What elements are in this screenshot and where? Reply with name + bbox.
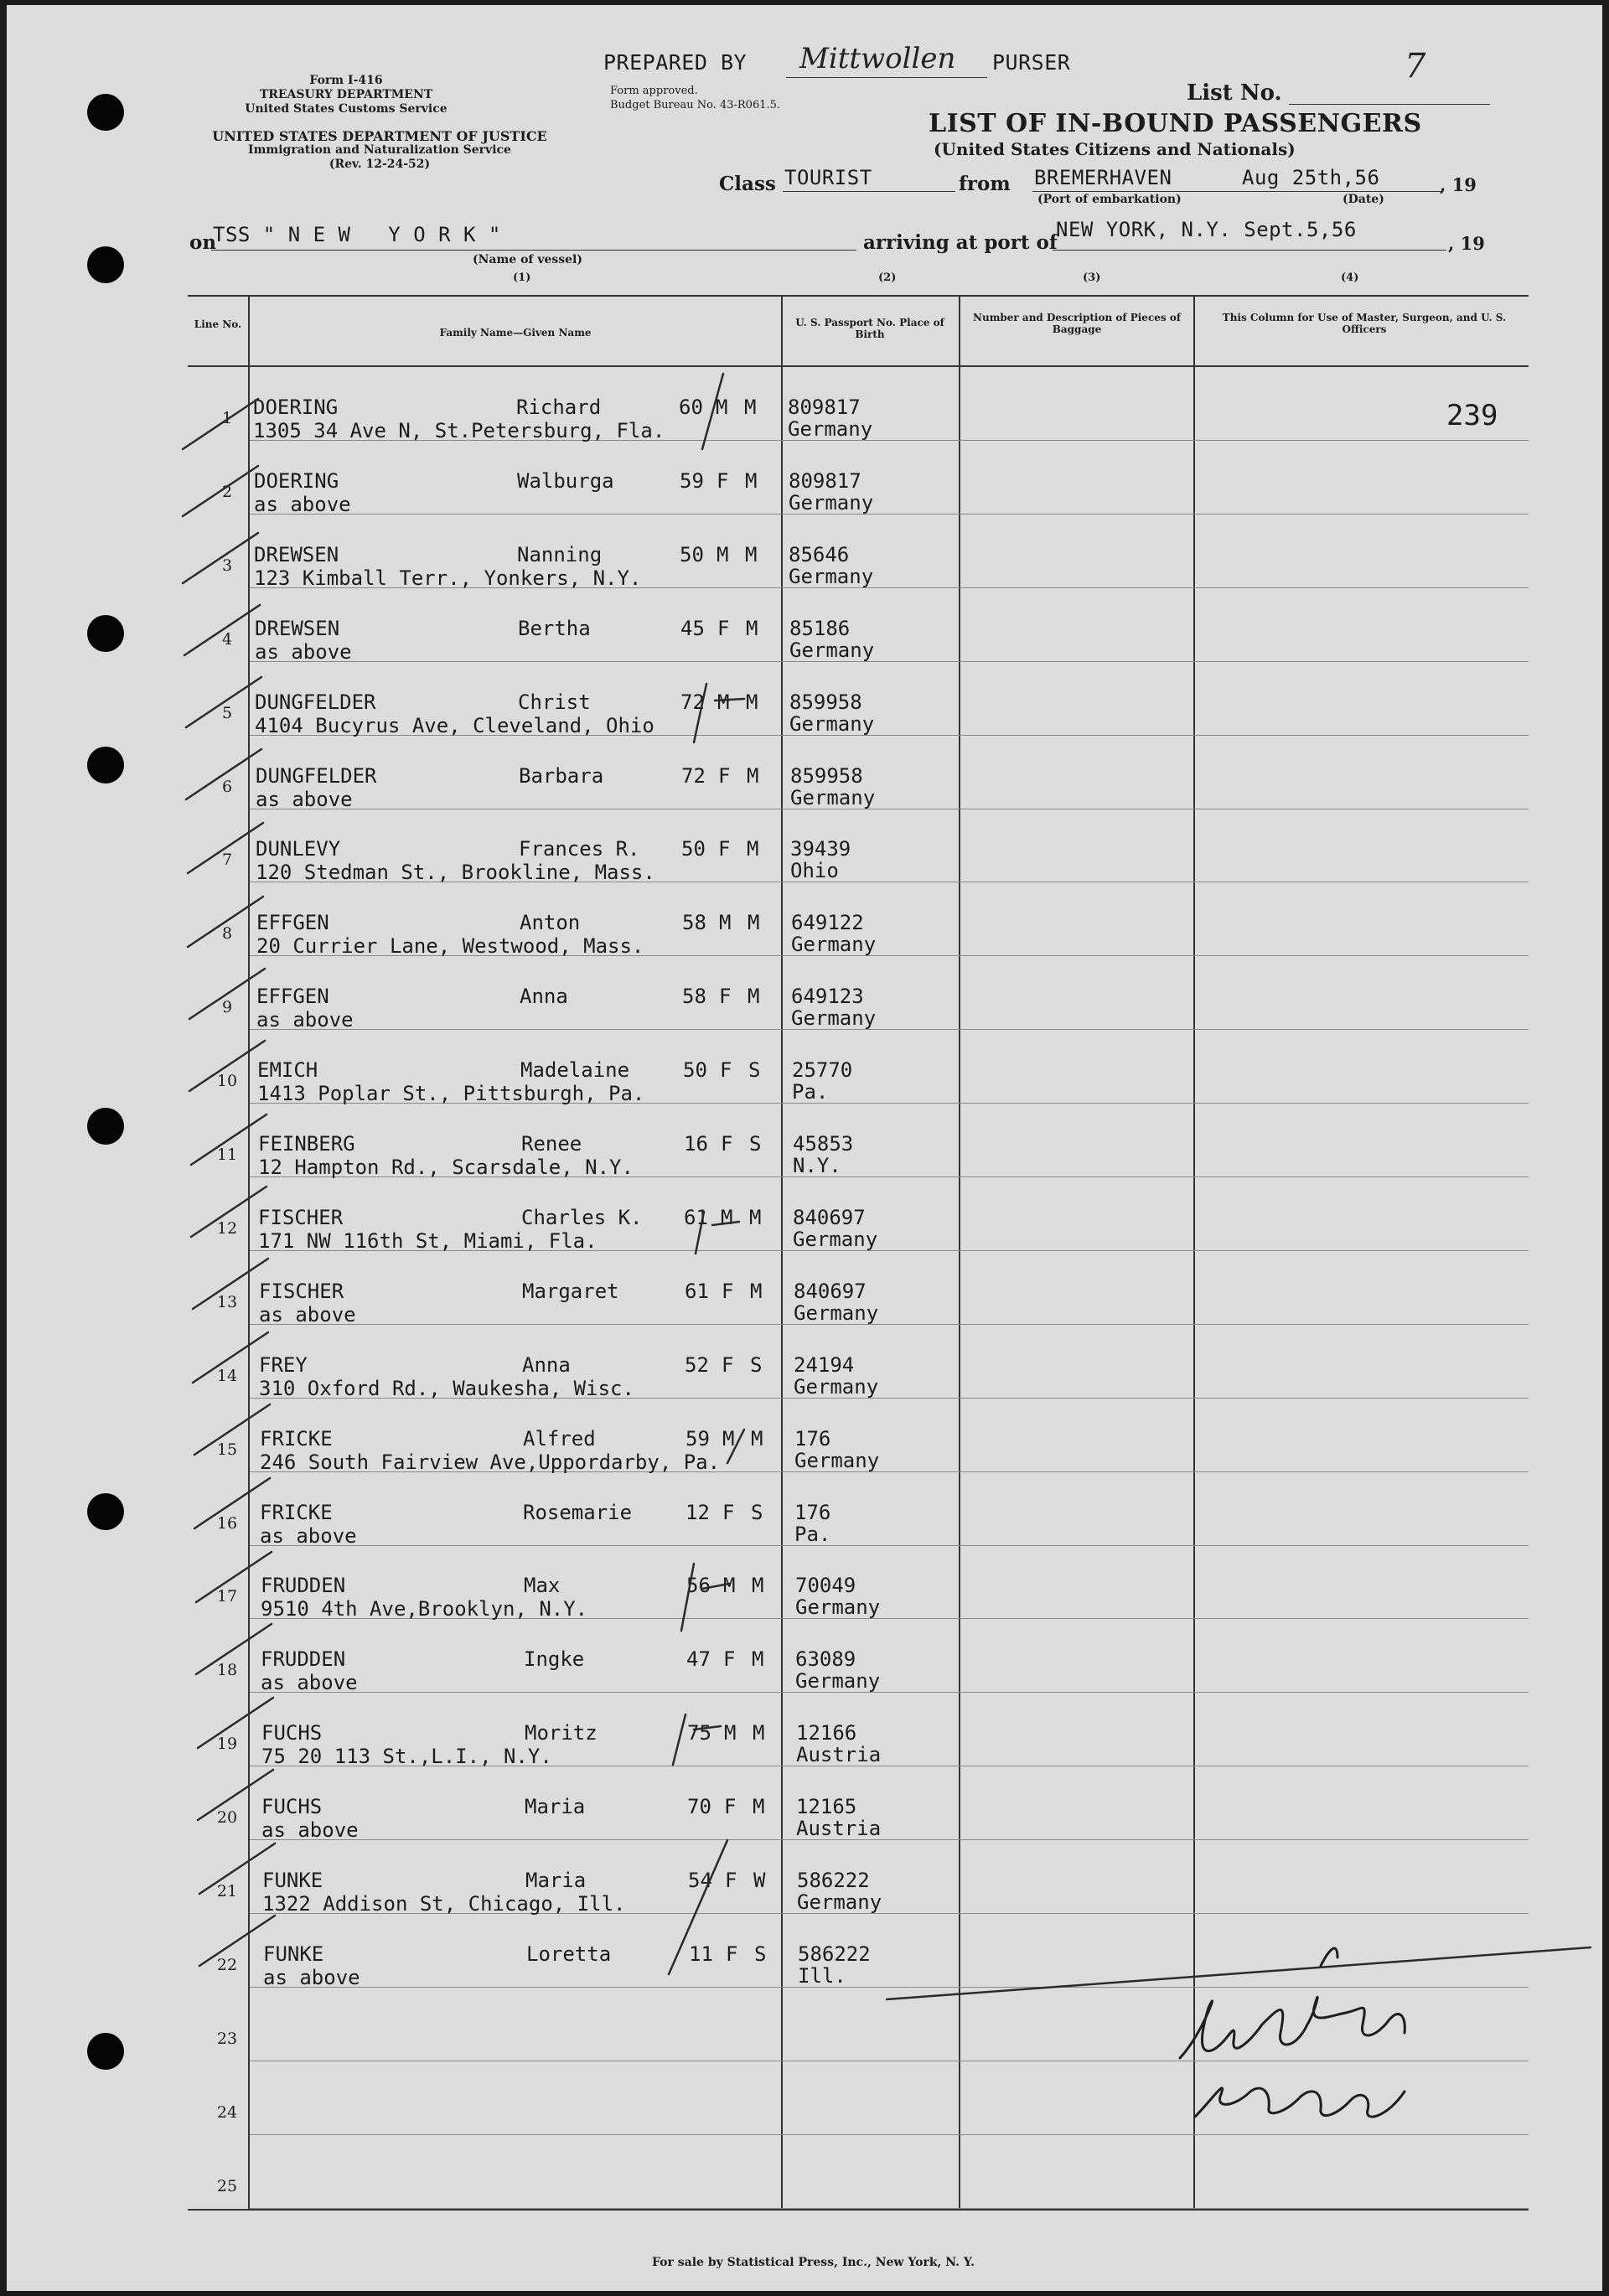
- page-subtitle: (United States Citizens and Nationals): [934, 139, 1296, 159]
- place-of-birth: Germany: [797, 1890, 882, 1914]
- given-name: Max: [524, 1574, 561, 1597]
- marital-status: S: [750, 1353, 763, 1377]
- age: 72: [680, 690, 705, 714]
- arriving-label: arriving at port of: [863, 231, 1058, 254]
- line-number: 1: [221, 409, 233, 427]
- marital-status: M: [753, 1795, 765, 1818]
- vessel-caption: (Name of vessel): [473, 253, 582, 266]
- address: 75 20 113 St.,L.I., N.Y.: [261, 1745, 552, 1768]
- age: 59: [686, 1427, 710, 1451]
- marital-status: M: [748, 985, 760, 1008]
- line-number: 19: [216, 1735, 238, 1753]
- age: 54: [688, 1869, 712, 1892]
- passport-number: 176: [794, 1501, 831, 1524]
- line-number: 21: [216, 1882, 238, 1900]
- place-of-birth: Germany: [794, 1301, 879, 1325]
- family-name: DUNGFELDER: [255, 690, 376, 714]
- sex: F: [717, 617, 730, 640]
- age: 75: [687, 1721, 711, 1745]
- passport-number: 25770: [792, 1058, 853, 1082]
- passport-number: 24194: [794, 1353, 855, 1377]
- marital-status: M: [753, 1721, 765, 1745]
- age: 72: [681, 764, 706, 788]
- passport-number: 859958: [790, 764, 863, 788]
- from-caption: (Port of embarkation): [1037, 193, 1182, 206]
- marital-status: M: [745, 469, 758, 493]
- address: 1305 34 Ave N, St.Petersburg, Fla.: [253, 419, 665, 442]
- marital-status: M: [747, 764, 759, 788]
- marital-status: M: [750, 1280, 763, 1303]
- customs-service: United States Customs Service: [245, 102, 448, 116]
- passport-number: 840697: [794, 1280, 867, 1303]
- from-label: from: [959, 173, 1011, 195]
- class-value: TOURIST: [784, 166, 872, 189]
- handwritten-signature-icon: [1170, 1932, 1522, 2133]
- place-of-birth: Germany: [789, 491, 874, 515]
- age: 50: [681, 837, 706, 861]
- marital-status: M: [745, 543, 758, 566]
- given-name: Charles K.: [521, 1206, 643, 1229]
- page-number-handwritten: 7: [1405, 47, 1426, 85]
- address: 1322 Addison St, Chicago, Ill.: [262, 1892, 626, 1916]
- passport-number: 176: [794, 1427, 831, 1451]
- passport-number: 12165: [796, 1795, 857, 1818]
- family-name: FISCHER: [258, 1206, 344, 1229]
- on-label: on: [189, 231, 217, 254]
- given-name: Maria: [525, 1795, 586, 1818]
- age: 58: [682, 911, 706, 934]
- vessel-value: TSS " N E W Y O R K ": [213, 223, 501, 246]
- marital-status: S: [749, 1132, 762, 1156]
- col-header-officers: This Column for Use of Master, Surgeon, and U. S. Officers: [1222, 312, 1507, 335]
- line-number: 25: [216, 2177, 238, 2195]
- officer-note: 239: [1446, 399, 1498, 432]
- family-name: FUNKE: [262, 1869, 323, 1892]
- line-number: 12: [216, 1219, 238, 1238]
- passport-number: 45853: [793, 1132, 854, 1156]
- address: as above: [261, 1818, 359, 1842]
- address: as above: [260, 1524, 357, 1548]
- sex: F: [722, 1280, 734, 1303]
- passport-number: 85646: [789, 543, 850, 566]
- class-label: Class: [719, 173, 776, 195]
- given-name: Richard: [516, 396, 602, 419]
- prepared-by-label: PREPARED BY: [603, 50, 748, 75]
- given-name: Maria: [525, 1869, 587, 1892]
- from-value: BREMERHAVEN: [1034, 166, 1172, 189]
- sex: M: [716, 396, 728, 419]
- sex: F: [718, 837, 731, 861]
- marital-status: M: [749, 1206, 762, 1229]
- address: 9510 4th Ave,Brooklyn, N.Y.: [261, 1597, 588, 1621]
- family-name: DREWSEN: [255, 617, 340, 640]
- sex: F: [718, 764, 731, 788]
- place-of-birth: Germany: [791, 933, 877, 956]
- sex: F: [721, 1132, 733, 1156]
- address: 123 Kimball Terr., Yonkers, N.Y.: [254, 566, 642, 590]
- address: as above: [259, 1303, 356, 1326]
- address: 12 Hampton Rd., Scarsdale, N.Y.: [258, 1156, 634, 1179]
- place-of-birth: Germany: [795, 1595, 881, 1619]
- age: 61: [684, 1206, 708, 1229]
- age: 59: [680, 469, 704, 493]
- family-name: FUCHS: [261, 1721, 323, 1745]
- line-number: 20: [216, 1808, 238, 1827]
- passport-number: 859958: [789, 690, 862, 714]
- family-name: EFFGEN: [256, 985, 329, 1008]
- given-name: Bertha: [518, 617, 591, 640]
- line-number: 14: [216, 1367, 238, 1385]
- page-title: LIST OF IN-BOUND PASSENGERS: [929, 109, 1422, 138]
- address: 4104 Bucyrus Ave, Cleveland, Ohio: [255, 714, 654, 737]
- marital-status: S: [748, 1058, 761, 1082]
- col-header-baggage: Number and Description of Pieces of Baggage: [973, 312, 1181, 335]
- line-number: 24: [216, 2103, 238, 2122]
- year-suffix-1: , 19: [1440, 174, 1477, 195]
- place-of-birth: Austria: [796, 1817, 882, 1840]
- age: 60: [679, 396, 703, 419]
- place-of-birth: Pa.: [792, 1080, 829, 1104]
- marital-status: S: [754, 1942, 767, 1966]
- date-value: Aug 25th,56: [1242, 166, 1380, 189]
- line-number: 3: [221, 556, 233, 575]
- line-number: 18: [216, 1661, 238, 1679]
- sex: M: [717, 543, 729, 566]
- sex: M: [723, 1574, 736, 1597]
- age: 61: [685, 1280, 709, 1303]
- age: 50: [683, 1058, 707, 1082]
- passport-number: 586222: [798, 1942, 871, 1966]
- date-caption: (Date): [1343, 193, 1384, 206]
- place-of-birth: Germany: [793, 1228, 878, 1251]
- form-number: Form I-416: [309, 74, 383, 87]
- sex: M: [722, 1427, 735, 1451]
- age: 16: [684, 1132, 708, 1156]
- address: as above: [255, 640, 352, 664]
- age: 56: [686, 1574, 711, 1597]
- col-header-passport: U. S. Passport No. Place of Birth: [795, 317, 944, 340]
- address: as above: [256, 1008, 354, 1032]
- place-of-birth: Ohio: [790, 859, 839, 882]
- family-name: FISCHER: [259, 1280, 344, 1303]
- given-name: Madelaine: [520, 1058, 630, 1082]
- line-number: 10: [216, 1072, 238, 1090]
- address: 120 Stedman St., Brookline, Mass.: [256, 861, 655, 884]
- address: as above: [254, 493, 351, 516]
- address: 171 NW 116th St, Miami, Fla.: [258, 1229, 598, 1253]
- family-name: FRICKE: [260, 1501, 333, 1524]
- family-name: FUCHS: [261, 1795, 323, 1818]
- family-name: DOERING: [254, 469, 339, 493]
- place-of-birth: Germany: [791, 1006, 877, 1030]
- passport-number: 63089: [795, 1647, 856, 1671]
- passport-number: 649122: [791, 911, 864, 934]
- family-name: DUNGFELDER: [256, 764, 377, 788]
- sex: F: [723, 1647, 736, 1671]
- place-of-birth: Germany: [794, 1375, 879, 1399]
- given-name: Renee: [521, 1132, 582, 1156]
- sex: F: [719, 985, 732, 1008]
- given-name: Rosemarie: [523, 1501, 633, 1524]
- form-revision: (Rev. 12-24-52): [329, 158, 431, 171]
- address: 246 South Fairview Ave,Uppordarby, Pa.: [260, 1451, 721, 1474]
- given-name: Frances R.: [519, 837, 640, 861]
- arriving-value: NEW YORK, N.Y. Sept.5,56: [1056, 218, 1357, 241]
- col-number-4: (4): [1341, 271, 1359, 284]
- marital-status: M: [751, 1427, 763, 1451]
- sex: M: [717, 690, 730, 714]
- family-name: EMICH: [257, 1058, 318, 1082]
- given-name: Ingke: [524, 1647, 585, 1671]
- passport-number: 649123: [791, 985, 864, 1008]
- line-number: 6: [221, 778, 233, 796]
- address: 20 Currier Lane, Westwood, Mass.: [256, 934, 644, 958]
- family-name: FRUDDEN: [261, 1574, 346, 1597]
- address: as above: [263, 1966, 360, 1989]
- age: 52: [685, 1353, 709, 1377]
- col-number-3: (3): [1083, 271, 1101, 284]
- given-name: Alfred: [523, 1427, 596, 1451]
- passport-number: 840697: [793, 1206, 866, 1229]
- marital-status: M: [746, 617, 758, 640]
- family-name: FRICKE: [260, 1427, 333, 1451]
- age: 47: [686, 1647, 711, 1671]
- given-name: Margaret: [522, 1280, 619, 1303]
- budget-bureau-number: Budget Bureau No. 43-R061.5.: [610, 99, 781, 111]
- given-name: Moritz: [525, 1721, 598, 1745]
- line-number: 15: [216, 1440, 238, 1459]
- marital-status: M: [747, 837, 759, 861]
- address: 310 Oxford Rd., Waukesha, Wisc.: [259, 1377, 634, 1400]
- age: 58: [682, 985, 706, 1008]
- age: 12: [686, 1501, 710, 1524]
- passport-number: 12166: [796, 1721, 857, 1745]
- passport-number: 809817: [789, 469, 861, 493]
- address: 1413 Poplar St., Pittsburgh, Pa.: [257, 1082, 645, 1105]
- given-name: Barbara: [519, 764, 604, 788]
- marital-status: M: [746, 690, 758, 714]
- age: 50: [680, 543, 704, 566]
- marital-status: M: [744, 396, 757, 419]
- place-of-birth: Germany: [789, 639, 875, 662]
- passport-number: 809817: [788, 396, 861, 419]
- sex: M: [719, 911, 732, 934]
- place-of-birth: Pa.: [794, 1523, 831, 1546]
- family-name: FUNKE: [263, 1942, 324, 1966]
- line-number: 13: [216, 1293, 238, 1311]
- footer-note: For sale by Statistical Press, Inc., New York, N. Y.: [652, 2256, 975, 2269]
- line-number: 7: [221, 851, 233, 869]
- line-number: 4: [221, 630, 233, 649]
- passport-number: 39439: [790, 837, 851, 861]
- place-of-birth: Austria: [796, 1743, 882, 1766]
- col-number-2: (2): [878, 271, 897, 284]
- sex: F: [724, 1795, 737, 1818]
- place-of-birth: Germany: [794, 1449, 880, 1472]
- given-name: Anna: [522, 1353, 571, 1377]
- given-name: Walburga: [517, 469, 614, 493]
- line-number: 22: [216, 1956, 238, 1974]
- age: 11: [689, 1942, 713, 1966]
- age: 45: [680, 617, 705, 640]
- document-page: [7, 5, 1602, 2291]
- family-name: FEINBERG: [258, 1132, 355, 1156]
- col-header-line-no: Line No.: [194, 318, 242, 330]
- col-number-1: (1): [513, 271, 531, 284]
- given-name: Loretta: [526, 1942, 612, 1966]
- place-of-birth: Germany: [789, 712, 875, 736]
- line-number: 17: [216, 1587, 238, 1606]
- treasury-department: TREASURY DEPARTMENT: [259, 88, 433, 101]
- family-name: DUNLEVY: [256, 837, 341, 861]
- family-name: DOERING: [253, 396, 339, 419]
- passport-number: 586222: [797, 1869, 870, 1892]
- given-name: Anton: [520, 911, 581, 934]
- sex: F: [725, 1869, 737, 1892]
- marital-status: M: [748, 911, 760, 934]
- place-of-birth: Germany: [790, 786, 876, 809]
- prepared-by-role: PURSER: [992, 50, 1071, 75]
- address: as above: [256, 788, 353, 811]
- marital-status: M: [752, 1647, 764, 1671]
- marital-status: M: [752, 1574, 764, 1597]
- place-of-birth: Germany: [788, 417, 873, 441]
- passport-number: 70049: [795, 1574, 856, 1597]
- col-header-name: Family Name—Given Name: [439, 327, 592, 339]
- marital-status: S: [751, 1501, 763, 1524]
- sex: F: [717, 469, 729, 493]
- list-no-label: List No.: [1187, 80, 1282, 106]
- passport-number: 85186: [789, 617, 851, 640]
- line-number: 2: [221, 483, 233, 501]
- sex: F: [722, 1353, 734, 1377]
- immigration-service: Immigration and Naturalization Service: [248, 143, 511, 157]
- age: 70: [687, 1795, 711, 1818]
- family-name: DREWSEN: [254, 543, 339, 566]
- line-number: 9: [221, 998, 233, 1016]
- sex: F: [722, 1501, 735, 1524]
- family-name: FRUDDEN: [261, 1647, 346, 1671]
- line-number: 16: [216, 1514, 238, 1533]
- family-name: EFFGEN: [256, 911, 329, 934]
- justice-department: UNITED STATES DEPARTMENT OF JUSTICE: [212, 128, 547, 144]
- given-name: Christ: [518, 690, 591, 714]
- place-of-birth: Germany: [789, 565, 874, 588]
- given-name: Anna: [520, 985, 568, 1008]
- sex: M: [724, 1721, 737, 1745]
- family-name: FREY: [259, 1353, 308, 1377]
- address: as above: [261, 1671, 358, 1694]
- line-number: 11: [216, 1145, 238, 1164]
- place-of-birth: Ill.: [798, 1964, 846, 1988]
- marital-status: W: [753, 1869, 766, 1892]
- line-number: 23: [216, 2030, 238, 2048]
- place-of-birth: N.Y.: [793, 1154, 841, 1177]
- place-of-birth: Germany: [795, 1669, 881, 1693]
- line-number: 8: [221, 924, 233, 943]
- prepared-by-signature: Mittwollen: [799, 42, 956, 75]
- line-number: 5: [221, 704, 233, 722]
- sex: F: [720, 1058, 732, 1082]
- sex: M: [721, 1206, 733, 1229]
- sex: F: [726, 1942, 738, 1966]
- form-approved: Form approved.: [610, 85, 698, 97]
- given-name: Nanning: [517, 543, 603, 566]
- year-suffix-2: , 19: [1448, 233, 1485, 254]
